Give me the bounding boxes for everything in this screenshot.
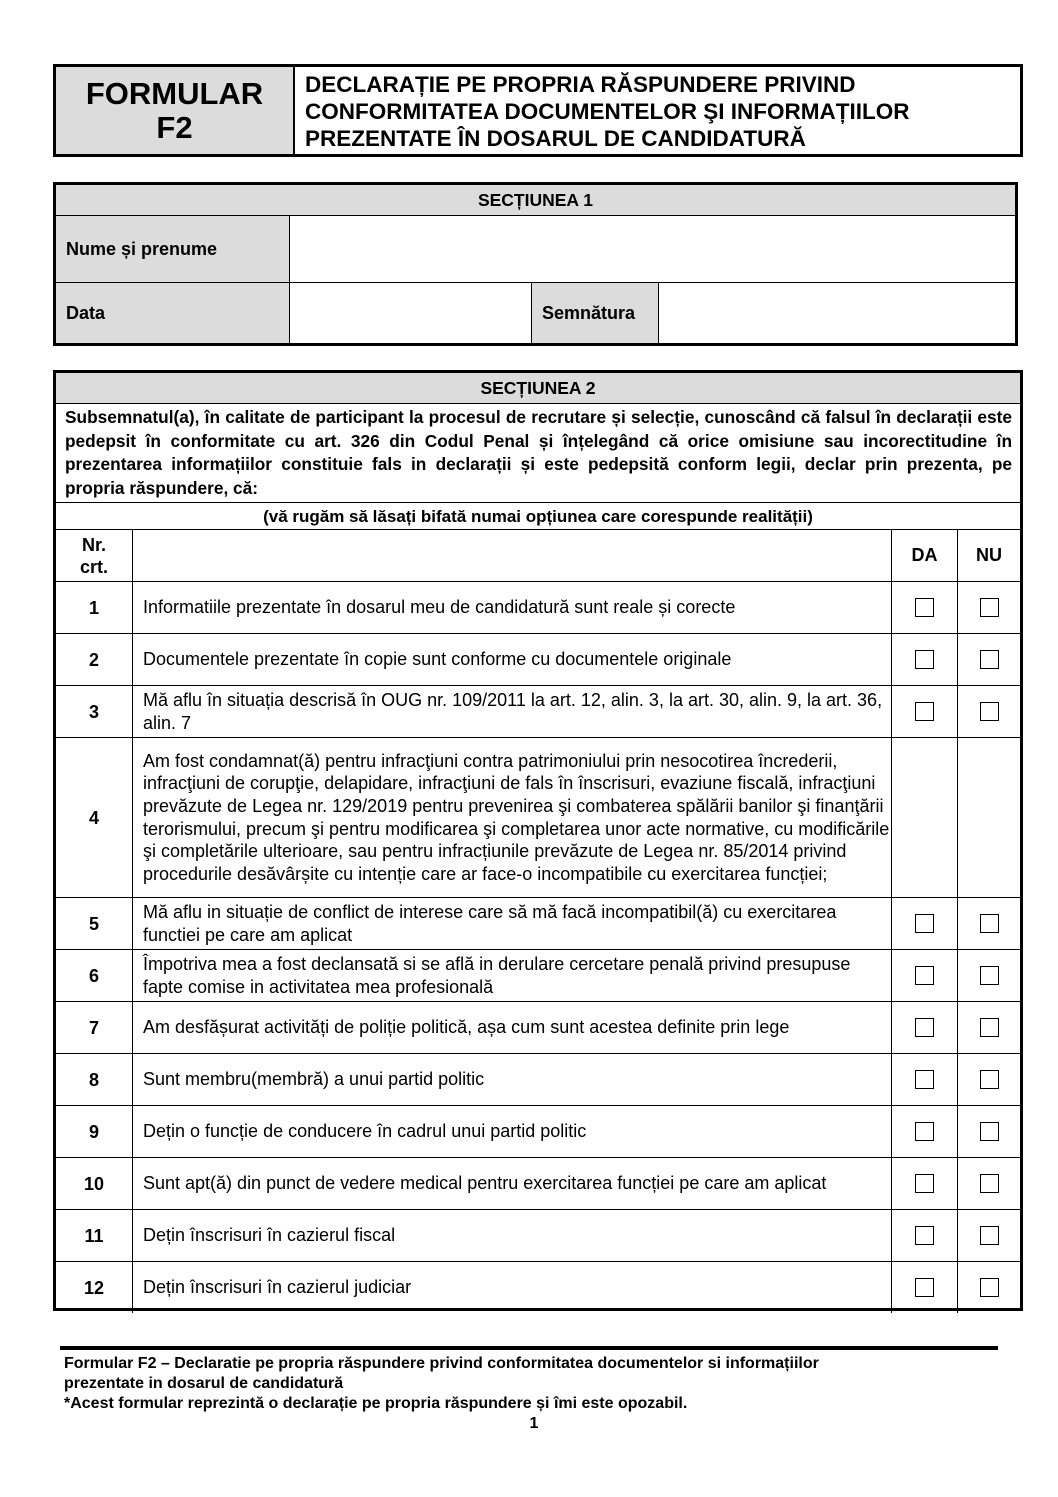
checkbox-da[interactable] [915,598,934,617]
row-da-cell [892,1106,958,1158]
row-da-cell [892,1002,958,1054]
row-nu-cell [958,582,1020,634]
row-statement [133,1262,892,1313]
row-nu-cell [958,1054,1020,1106]
column-header-nr [56,530,133,582]
row-nu-cell [958,950,1020,1002]
name-label: Nume și prenume [56,216,290,282]
row-da-cell [892,738,958,898]
row-statement [133,1002,892,1054]
column-header-nu: NU [958,530,1020,582]
date-label: Data [56,283,290,343]
form-title-line: PREZENTATE ÎN DOSARUL DE CANDIDATURĂ [305,126,806,151]
row-da-cell [892,686,958,738]
row-statement-text: Informatiile prezentate în dosarul meu de candidatură sunt reale și corecte [143,597,736,618]
column-header-nr-line: crt. [79,556,108,577]
footer-divider [60,1346,998,1350]
row-statement-text: Am desfășurat activități de poliție politică, așa cum sunt acestea definite prin lege [143,1017,790,1038]
row-number: 8 [56,1054,133,1106]
row-statement-text: Mă aflu în situația descrisă în OUG nr. 109/2011 la art. 12, alin. 3, la art. 30, alin. 9, la art. 36, alin. 7 [143,689,883,733]
instruction-note: (vă rugăm să lăsați bifată numai opțiunea care corespunde realității) [56,503,1020,530]
checkbox-da[interactable] [915,914,934,933]
signature-field[interactable] [659,283,1015,343]
column-header-nr-line: Nr. [81,534,106,555]
row-nu-cell [958,738,1020,898]
row-statement [133,738,892,898]
row-statement-text: Documentele prezentate în copie sunt conforme cu documentele originale [143,649,732,670]
row-statement-text: Dețin înscrisuri în cazierul judiciar [143,1277,412,1298]
row-number: 9 [56,1106,133,1158]
row-da-cell [892,950,958,1002]
footer-note: *Acest formular reprezintă o declarație pe propria răspundere și îmi este opozabil. [64,1395,688,1412]
checkbox-nu[interactable] [980,1122,999,1141]
row-da-cell [892,1158,958,1210]
row-statement [133,582,892,634]
row-number: 11 [56,1210,133,1262]
row-statement [133,950,892,1002]
row-statement-text: Am fost condamnat(ă) pentru infracţiuni contra patrimoniului prin nesocotirea încrederii, infracţiuni de corupţie, delapidare, infracţiuni de fals în înscrisuri, evaziune fiscală, infracţiuni prevăzute de Legea nr. 129/2019 pentru prevenirea şi combaterea spălării banilor şi finanţării terorismului, precum şi pentru modificarea şi completarea unor acte normative, cu modificările şi completările ulterioare, sau pentru infracțiunile prevăzute de Legea nr. 85/2014 privind procedurile desăvârșite cu intenție care ar face-o incompatibile cu exercitarea funcției; [143,750,890,884]
row-statement-text: Dețin o funcție de conducere în cadrul unui partid politic [143,1121,587,1142]
row-number: 1 [56,582,133,634]
section-2-title: SECȚIUNEA 2 [56,373,1020,404]
row-da-cell [892,634,958,686]
checkbox-da[interactable] [915,702,934,721]
row-nu-cell [958,634,1020,686]
row-statement [133,898,892,950]
column-header-da: DA [892,530,958,582]
row-statement [133,1210,892,1262]
form-title-line: CONFORMITATEA DOCUMENTELOR ŞI INFORMAȚIILOR [305,99,910,124]
checkbox-nu[interactable] [980,1070,999,1089]
section-2 [53,370,1023,1311]
row-statement [133,1106,892,1158]
row-nu-cell [958,898,1020,950]
checkbox-nu[interactable] [980,1018,999,1037]
row-statement-text: Sunt membru(membră) a unui partid politic [143,1069,485,1090]
form-code-box [56,67,295,154]
column-header-text [133,530,892,582]
row-number: 6 [56,950,133,1002]
name-field[interactable] [290,216,1015,282]
section-1 [53,182,1018,346]
row-nu-cell [958,1158,1020,1210]
row-statement-text: Dețin înscrisuri în cazierul fiscal [143,1225,396,1246]
checkbox-da[interactable] [915,1018,934,1037]
page-number: 1 [529,1415,539,1432]
checkbox-da[interactable] [915,1226,934,1245]
checkbox-nu[interactable] [980,1174,999,1193]
row-number: 12 [56,1262,133,1313]
checkbox-nu[interactable] [980,914,999,933]
date-field[interactable] [290,283,532,343]
declaration-table [56,530,1020,1313]
signature-label: Semnătura [532,283,659,343]
checkbox-nu[interactable] [980,650,999,669]
row-da-cell [892,1210,958,1262]
checkbox-nu[interactable] [980,966,999,985]
form-code: F2 [156,109,193,145]
row-nu-cell [958,1262,1020,1313]
checkbox-nu[interactable] [980,1226,999,1245]
form-title-line: DECLARAȚIE PE PROPRIA RĂSPUNDERE PRIVIND [305,72,856,97]
row-number: 4 [56,738,133,898]
row-da-cell [892,898,958,950]
row-statement-text: Împotriva mea a fost declansată si se află in derulare cercetare penală privind presupuse fapte comise in activitatea mea profesională [143,953,851,997]
footer-line: prezentate in dosarul de candidatură [64,1375,344,1392]
footer-line: Formular F2 – Declaratie pe propria răspundere privind conformitatea documentelor si informațiilor [64,1355,819,1372]
footer-text [64,1354,994,1414]
row-nu-cell [958,1002,1020,1054]
row-statement [133,686,892,738]
row-da-cell [892,582,958,634]
row-nu-cell [958,686,1020,738]
checkbox-da[interactable] [915,1070,934,1089]
checkbox-nu[interactable] [980,702,999,721]
row-number: 10 [56,1158,133,1210]
row-number: 7 [56,1002,133,1054]
row-statement [133,634,892,686]
checkbox-da[interactable] [915,1278,934,1297]
row-statement-text: Mă aflu in situație de conflict de interese care să mă facă incompatibil(ă) cu exercitarea functiei pe care am aplicat [143,901,837,945]
form-header [53,64,1023,157]
declaration-text: Subsemnatul(a), în calitate de participant la procesul de recrutare și selecție, cunoscând că falsul în declarații este pedepsit în conformitate cu art. 326 din Codul Penal și înțelegând că orice omisiune sau incorectitudine în prezentarea informațiilor constituie fals in declarații și este pedepsită conform legii, declar prin prezenta, pe propria răspundere, că: [56,404,1020,503]
checkbox-da[interactable] [915,1174,934,1193]
section-1-title: SECȚIUNEA 1 [56,185,1015,216]
row-da-cell [892,1054,958,1106]
row-statement-text: Sunt apt(ă) din punct de vedere medical pentru exercitarea funcției pe care am aplicat [143,1173,827,1194]
row-nu-cell [958,1106,1020,1158]
checkbox-da[interactable] [915,966,934,985]
form-title [295,67,1020,154]
row-number: 5 [56,898,133,950]
row-statement [133,1054,892,1106]
row-number: 2 [56,634,133,686]
checkbox-da[interactable] [915,1122,934,1141]
row-nu-cell [958,1210,1020,1262]
checkbox-nu[interactable] [980,1278,999,1297]
row-da-cell [892,1262,958,1313]
row-statement [133,1158,892,1210]
row-number: 3 [56,686,133,738]
form-label: FORMULAR [85,75,264,111]
checkbox-da[interactable] [915,650,934,669]
checkbox-nu[interactable] [980,598,999,617]
